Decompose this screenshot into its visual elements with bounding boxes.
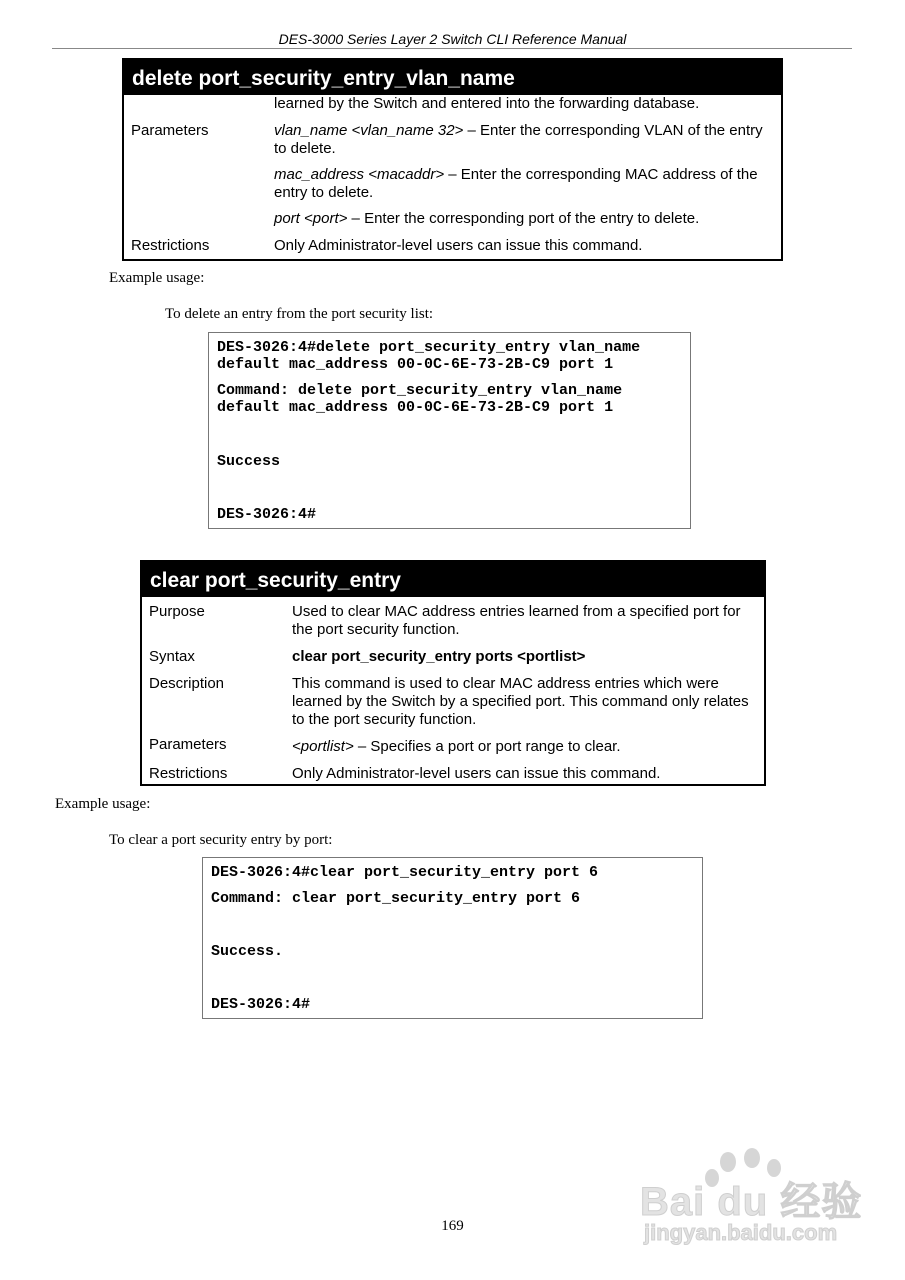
watermark-brand: Bai du 经验: [640, 1180, 863, 1224]
cli-line: DES-3026:4#clear port_security_entry port 6: [211, 864, 599, 881]
description-label: Description: [149, 675, 225, 692]
cli-line: Command: delete port_security_entry vlan_name: [217, 382, 623, 399]
param-mac-address-cont: entry to delete.: [274, 184, 374, 201]
syntax-text: clear port_security_entry ports <portlist>: [292, 648, 586, 665]
example-intro: To clear a port security entry by port:: [109, 832, 333, 848]
description-text: This command is used to clear MAC address entries which were: [292, 675, 719, 692]
param-vlan-name: [274, 122, 763, 140]
purpose-label: Purpose: [149, 603, 205, 620]
baidu-jingyan-watermark: [636, 1148, 863, 1253]
param-name: vlan_name <vlan_name 32>: [274, 122, 464, 139]
watermark-url: jingyan.baidu.com: [644, 1220, 838, 1245]
example-usage-label: Example usage:: [109, 270, 205, 286]
cli-line: Success: [217, 453, 281, 470]
cli-line: Command: clear port_security_entry port 6: [211, 890, 581, 907]
parameters-label: Parameters: [149, 736, 227, 753]
command-title: delete port_security_entry_vlan_name: [124, 60, 781, 95]
header-divider: [52, 48, 852, 49]
cli-prompt: DES-3026:4#: [217, 506, 317, 523]
cli-line: default mac_address 00-0C-6E-73-2B-C9 port 1: [217, 356, 614, 373]
command-table-clear-port-security-entry: [140, 560, 766, 786]
cli-line: DES-3026:4#delete port_security_entry vlan_name: [217, 339, 641, 356]
param-name: port <port>: [274, 210, 348, 227]
param-vlan-name-cont: to delete.: [274, 140, 336, 157]
param-text: – Enter the corresponding MAC address of the: [444, 166, 758, 183]
param-name: <portlist>: [292, 738, 354, 755]
cli-example-box: [208, 332, 691, 529]
example-intro: To delete an entry from the port security list:: [165, 306, 434, 322]
param-name: mac_address <macaddr>: [274, 166, 445, 183]
syntax-label: Syntax: [149, 648, 195, 665]
purpose-text-cont: the port security function.: [292, 621, 460, 638]
restrictions-label: Restrictions: [131, 237, 210, 254]
command-title: clear port_security_entry: [142, 562, 764, 597]
param-text: – Enter the corresponding VLAN of the entry: [463, 122, 763, 139]
description-continued: learned by the Switch and entered into the forwarding database.: [274, 95, 700, 112]
command-table-delete-port-security-entry: [122, 58, 783, 261]
cli-prompt: DES-3026:4#: [211, 996, 311, 1013]
param-text: – Specifies a port or port range to clear.: [353, 738, 621, 755]
description-text-cont: to the port security function.: [292, 711, 477, 728]
cli-line: default mac_address 00-0C-6E-73-2B-C9 port 1: [217, 399, 614, 416]
cli-example-box: [202, 857, 703, 1019]
restrictions-text: Only Administrator-level users can issue this command.: [274, 237, 643, 254]
cli-line: Success.: [211, 943, 284, 960]
description-text-cont: learned by the Switch by a specified port. This command only relates: [292, 693, 749, 710]
page-number: 169: [441, 1218, 464, 1234]
param-portlist: [292, 738, 621, 756]
restrictions-text: Only Administrator-level users can issue this command.: [292, 765, 661, 782]
purpose-text: Used to clear MAC address entries learned from a specified port for: [292, 603, 741, 620]
example-usage-label: Example usage:: [55, 796, 151, 812]
param-port: [274, 210, 699, 228]
restrictions-label: Restrictions: [149, 765, 228, 782]
param-text: – Enter the corresponding port of the entry to delete.: [347, 210, 700, 227]
parameters-label: Parameters: [131, 122, 209, 139]
param-mac-address: [274, 166, 758, 184]
manual-header-title: DES-3000 Series Layer 2 Switch CLI Reference Manual: [278, 31, 627, 47]
